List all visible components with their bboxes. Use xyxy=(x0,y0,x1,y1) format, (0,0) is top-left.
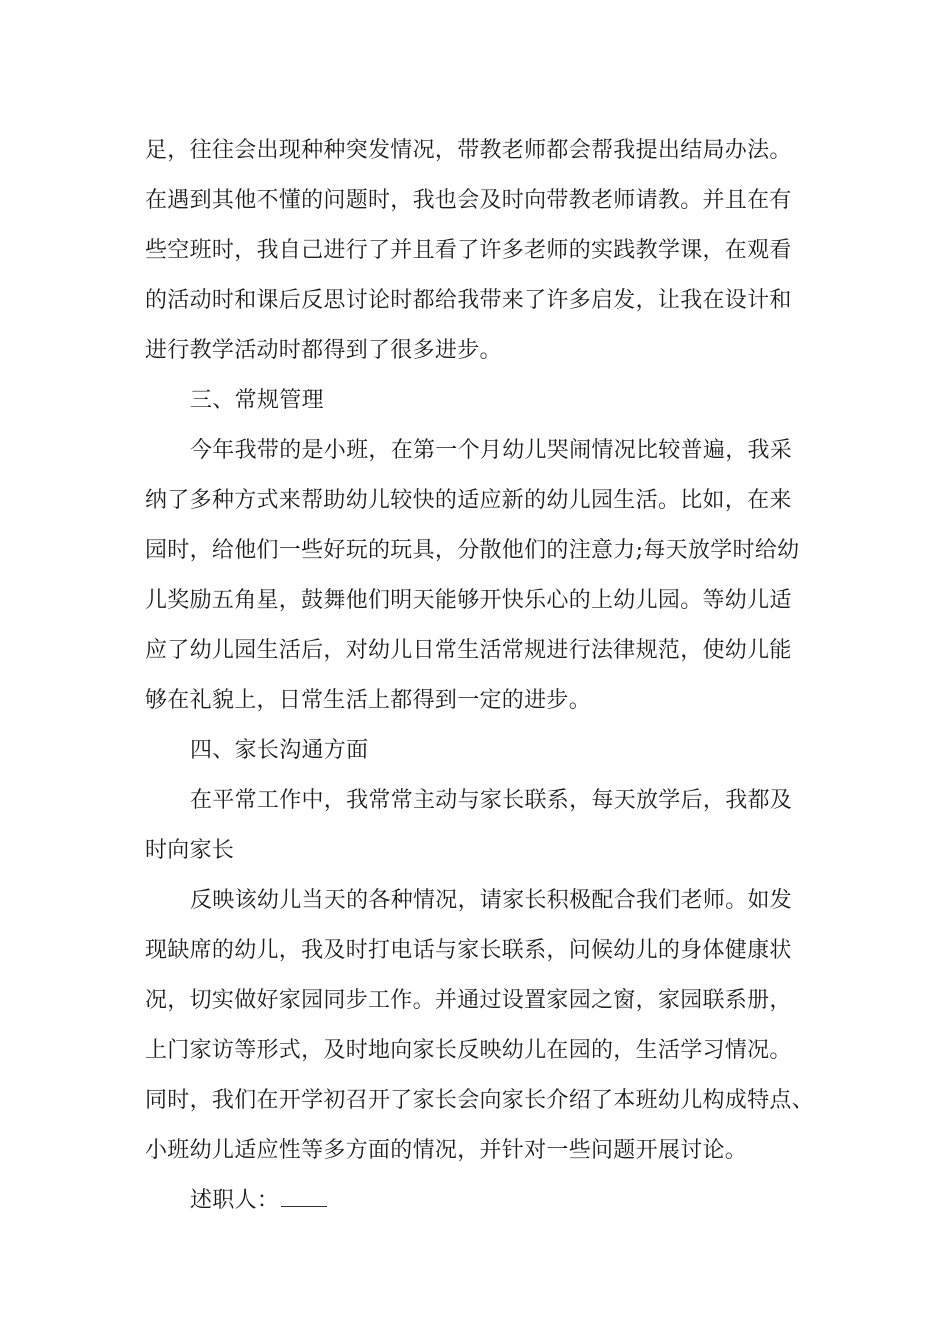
paragraph-line: 在遇到其他不懂的问题时，我也会及时向带教老师请教。并且在有 xyxy=(145,188,792,213)
paragraph-line: 况，切实做好家园同步工作。并通过设置家园之窗，家园联系册， xyxy=(145,988,792,1013)
signature-line xyxy=(190,1186,327,1216)
signature-label: 述职人： xyxy=(190,1188,280,1213)
paragraph-line: 反映该幼儿当天的各种情况，请家长积极配合我们老师。如发 xyxy=(190,888,793,913)
paragraph-line: 的活动时和课后反思讨论时都给我带来了许多启发，让我在设计和 xyxy=(145,288,792,313)
paragraph-line: 小班幼儿适应性等多方面的情况，并针对一些问题开展讨论。 xyxy=(145,1138,748,1163)
paragraph-line: 纳了多种方式来帮助幼儿较快的适应新的幼儿园生活。比如，在来 xyxy=(145,488,792,513)
paragraph-line: 进行教学活动时都得到了很多进步。 xyxy=(145,338,502,363)
paragraph-line: 些空班时，我自己进行了并且看了许多老师的实践教学课，在观看 xyxy=(145,238,792,263)
paragraph-line: 同时，我们在开学初召开了家长会向家长介绍了本班幼儿构成特点、 xyxy=(145,1088,815,1113)
paragraph-line: 现缺席的幼儿，我及时打电话与家长联系，问候幼儿的身体健康状 xyxy=(145,938,792,963)
signature-blank xyxy=(281,1186,327,1207)
paragraph-line: 上门家访等形式，及时地向家长反映幼儿在园的，生活学习情况。 xyxy=(145,1038,792,1063)
paragraph-line: 在平常工作中，我常常主动与家长联系，每天放学后，我都及 xyxy=(190,788,793,813)
paragraph-line: 够在礼貌上，日常生活上都得到一定的进步。 xyxy=(145,688,592,713)
section-heading: 四、家长沟通方面 xyxy=(190,738,369,763)
paragraph-line: 儿奖励五角星，鼓舞他们明天能够开快乐心的上幼儿园。等幼儿适 xyxy=(145,588,792,613)
paragraph-line: 园时，给他们一些好玩的玩具，分散他们的注意力;每天放学时给幼 xyxy=(145,538,800,563)
section-heading: 三、常规管理 xyxy=(190,388,324,413)
paragraph-line: 时向家长 xyxy=(145,838,235,863)
paragraph-line: 足，往往会出现种种突发情况，带教老师都会帮我提出结局办法。 xyxy=(145,138,792,163)
paragraph-line: 今年我带的是小班，在第一个月幼儿哭闹情况比较普遍，我采 xyxy=(190,438,793,463)
paragraph-line: 应了幼儿园生活后，对幼儿日常生活常规进行法律规范，使幼儿能 xyxy=(145,638,792,663)
